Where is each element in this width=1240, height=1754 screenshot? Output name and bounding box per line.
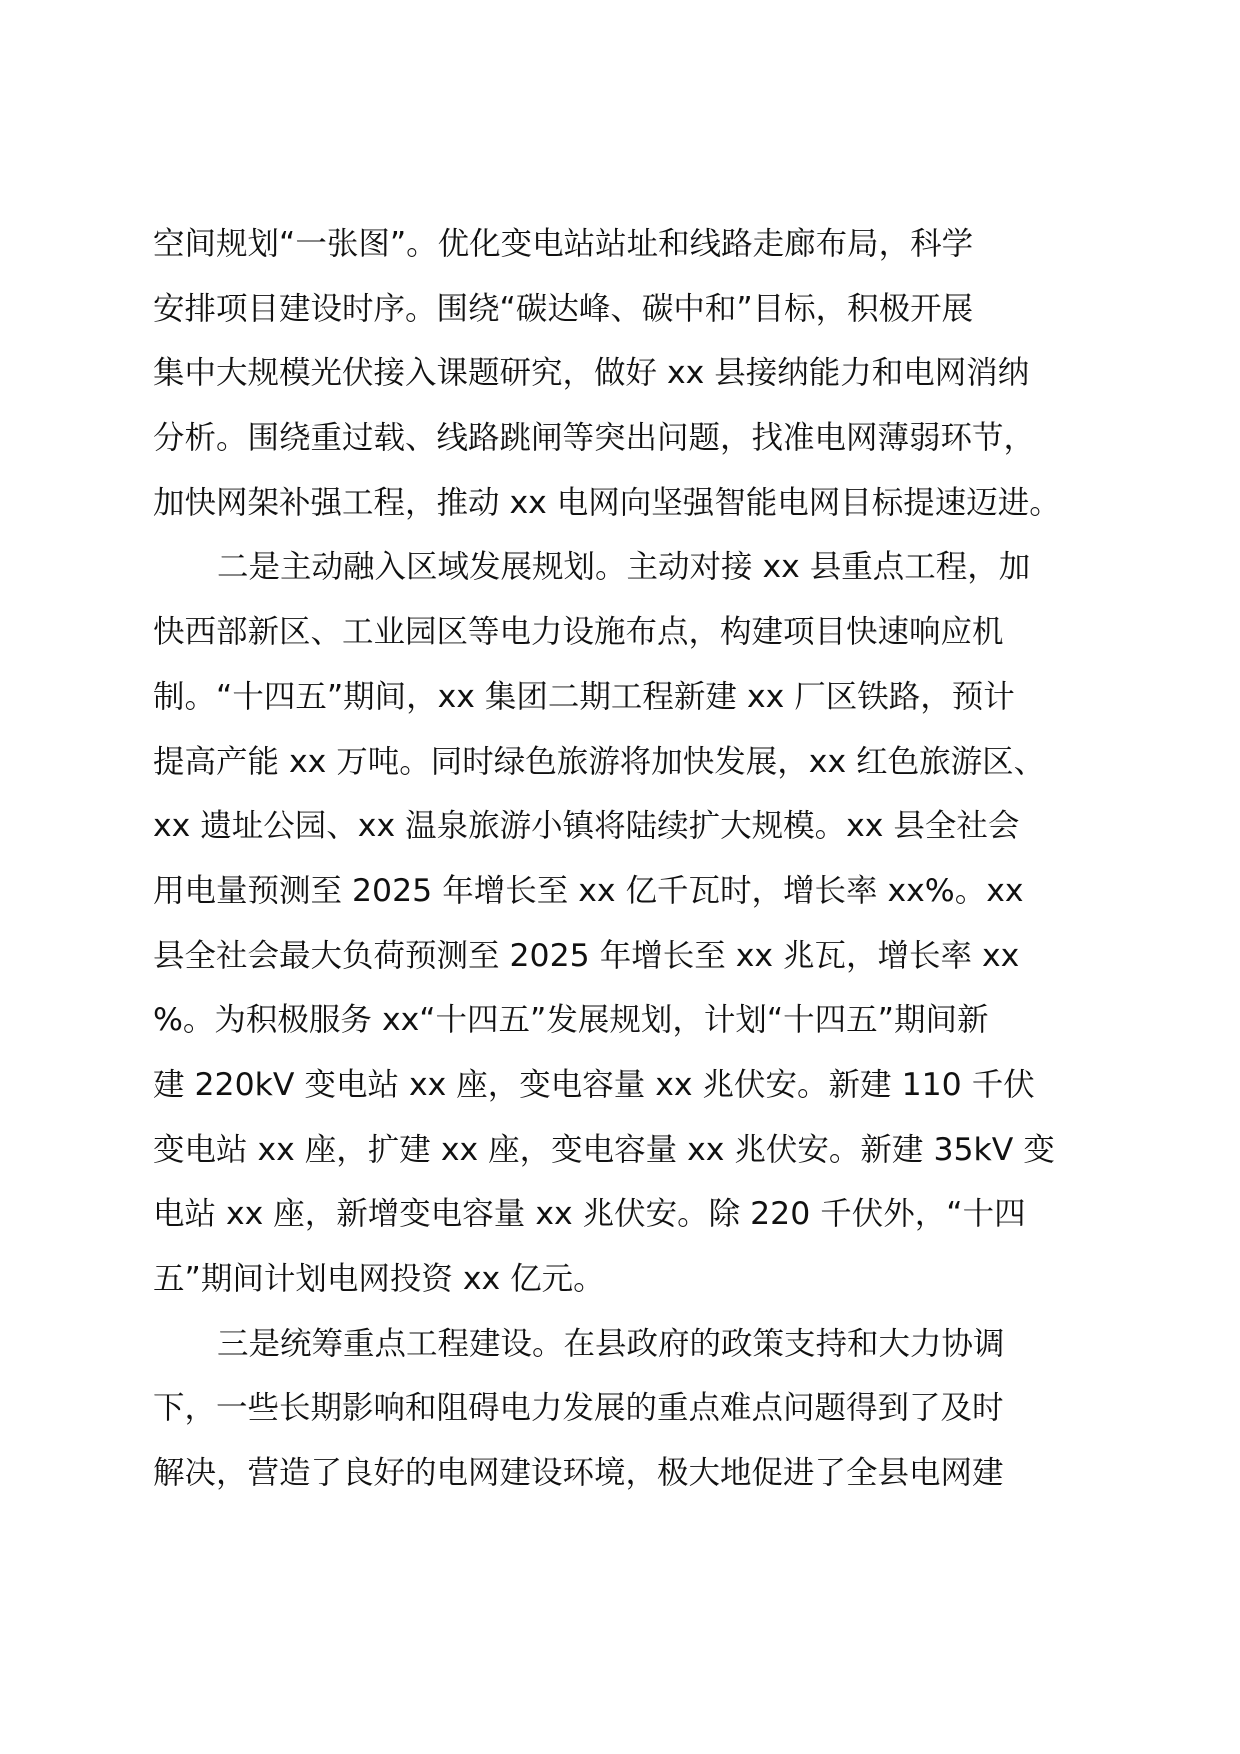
text-line: 五”期间计划电网投资 xx 亿元。 bbox=[153, 1261, 605, 1297]
text-line: 制。“十四五”期间，xx 集团二期工程新建 xx 厂区铁路，预计 bbox=[153, 678, 1015, 715]
text-line: 下，一些长期影响和阻碍电力发展的重点难点问题得到了及时 bbox=[153, 1390, 1004, 1427]
text-line: 加快网架补强工程，推动 xx 电网向坚强智能电网目标提速迈进。 bbox=[153, 484, 1061, 521]
text-line: %。为积极服务 xx“十四五”发展规划，计划“十四五”期间新 bbox=[153, 1002, 989, 1039]
text-line: 县全社会最大负荷预测至 2025 年增长至 xx 兆瓦，增长率 xx bbox=[153, 937, 1020, 974]
text-line: 电站 xx 座，新增变电容量 xx 兆伏安。除 220 千伏外，“十四 bbox=[153, 1196, 1026, 1233]
text-line: 空间规划“一张图”。优化变电站站址和线路走廊布局，科学 bbox=[153, 226, 974, 262]
text-line: 分析。围绕重过载、线路跳闸等突出问题，找准电网薄弱环节， bbox=[153, 420, 1036, 457]
text-line: 用电量预测至 2025 年增长至 xx 亿千瓦时，增长率 xx%。xx bbox=[153, 872, 1024, 909]
text-line: 提高产能 xx 万吨。同时绿色旅游将加快发展，xx 红色旅游区、 bbox=[153, 743, 1046, 780]
text-line: 安排项目建设时序。围绕“碳达峰、碳中和”目标，积极开展 bbox=[153, 290, 974, 327]
body-text bbox=[153, 212, 1088, 1506]
text-line: 解决，营造了良好的电网建设环境，极大地促进了全县电网建 bbox=[153, 1455, 1004, 1492]
paragraph-first-line: 三是统筹重点工程建设。在县政府的政策支持和大力协调 bbox=[217, 1325, 1005, 1362]
text-line: xx 遗址公园、xx 温泉旅游小镇将陆续扩大规模。xx 县全社会 bbox=[153, 808, 1020, 845]
paragraph-first-line: 二是主动融入区域发展规划。主动对接 xx 县重点工程，加 bbox=[217, 549, 1031, 586]
text-line: 变电站 xx 座，扩建 xx 座，变电容量 xx 兆伏安。新建 35kV 变 bbox=[153, 1131, 1055, 1168]
text-line: 建 220kV 变电站 xx 座，变电容量 xx 兆伏安。新建 110 千伏 bbox=[153, 1066, 1035, 1103]
text-line: 快西部新区、工业园区等电力设施布点，构建项目快速响应机 bbox=[153, 614, 1004, 651]
text-line: 集中大规模光伏接入课题研究，做好 xx 县接纳能力和电网消纳 bbox=[153, 355, 1030, 392]
